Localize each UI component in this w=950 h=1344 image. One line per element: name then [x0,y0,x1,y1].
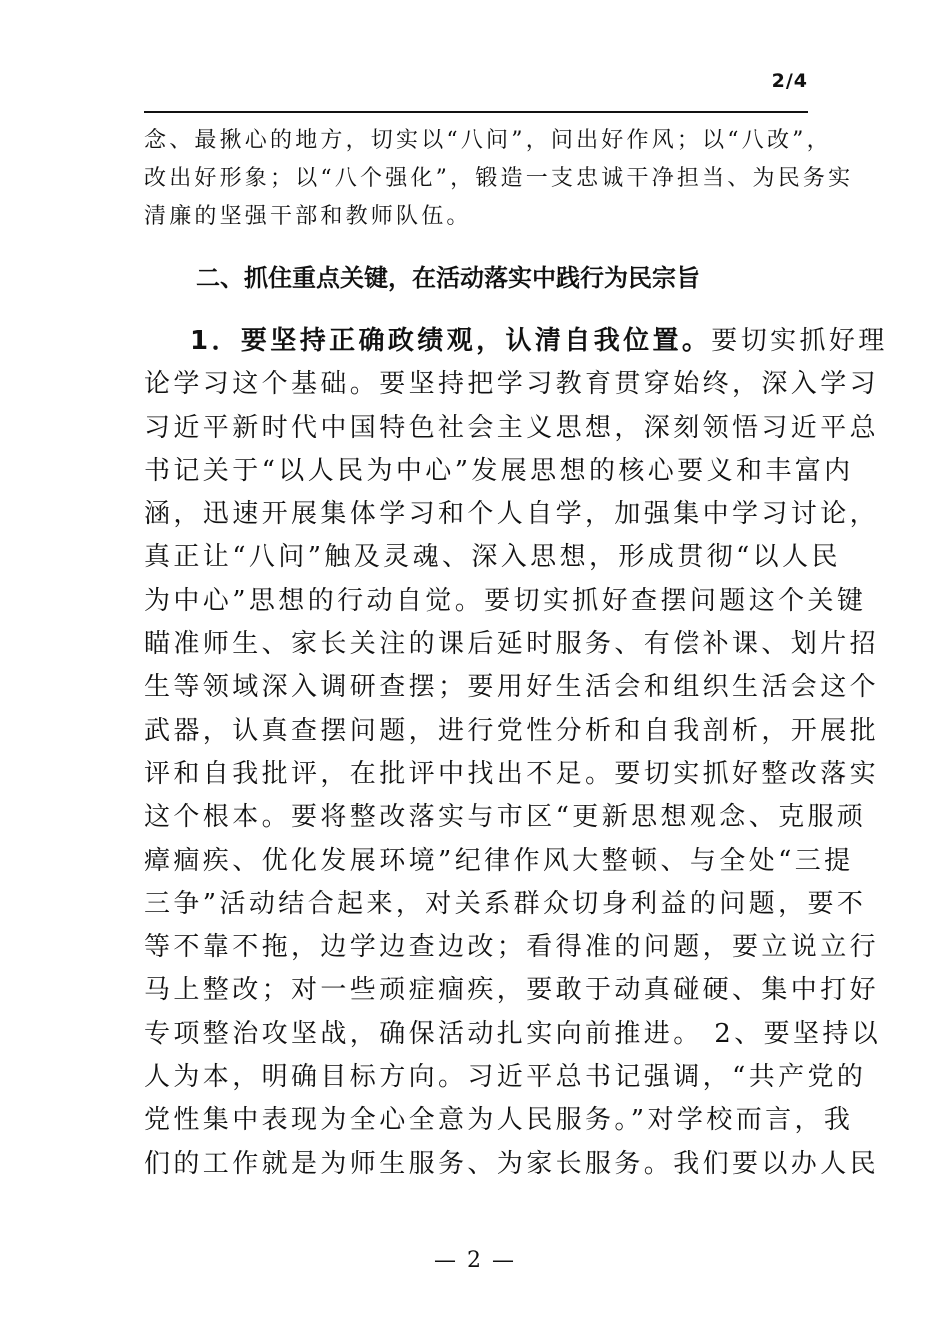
body-paragraph [144,320,888,1186]
section-heading: 二、抓住重点关键，在活动落实中践行为民宗旨 [196,264,700,292]
body-line: 们的工作就是为师生服务、为家长服务。我们要以办人民 [144,1148,880,1179]
body-line: 为中心”思想的行动自觉。要切实抓好查摆问题这个关键 [144,585,867,616]
body-line: 三争”活动结合起来，对关系群众切身利益的问题，要不 [144,888,867,919]
intro-paragraph [144,122,854,236]
intro-line: 念、最揪心的地方，切实以“八问”，问出好作风；以“八改”， [144,128,832,153]
body-line: 专项整治攻坚战，确保活动扎实向前推进。 2、要坚持以 [144,1018,882,1049]
body-line: 真正让“八问”触及灵魂、深入思想，形成贯彻“以人民 [144,542,841,573]
intro-line: 清廉的坚强干部和教师队伍。 [144,204,472,229]
body-line: 瞄准师生、家长关注的课后延时服务、有偿补课、划片招 [144,629,880,660]
intro-line: 改出好形象；以“八个强化”，锻造一支忠诚干净担当、为民务实 [144,166,854,191]
body-line: 书记关于“以人民为中心”发展思想的核心要义和丰富内 [144,455,854,486]
body-line: 论学习这个基础。要坚持把学习教育贯穿始终，深入学习 [144,369,880,400]
point-heading: 1．要坚持正确政绩观，认清自我位置。 [190,326,712,356]
body-line: 这个根本。要将整改落实与市区“更新思想观念、克服顽 [144,802,867,833]
body-line: 武器，认真查摆问题，进行党性分析和自我剖析，开展批 [144,715,880,746]
body-line: 马上整改；对一些顽症痼疾，要敢于动真碰硬、集中打好 [144,975,880,1006]
body-line: 评和自我批评，在批评中找出不足。要切实抓好整改落实 [144,758,880,789]
header-divider [144,111,808,113]
body-first-line [144,320,888,363]
body-line: 涵，迅速开展集体学习和个人自学，加强集中学习讨论， [144,499,880,530]
body-line: 等不靠不拖，边学边查边改；看得准的问题，要立说立行 [144,932,880,963]
page-number: — 2 — [434,1248,516,1273]
body-line: 党性集中表现为全心全意为人民服务。”对学校而言，我 [144,1105,854,1136]
body-line: 习近平新时代中国特色社会主义思想，深刻领悟习近平总 [144,412,880,443]
body-line: 人为本，明确目标方向。习近平总书记强调，“共产党的 [144,1062,867,1093]
body-line: 瘴痼疾、优化发展环境”纪律作风大整顿、与全处“三提 [144,845,854,876]
body-line-text: 要切实抓好理 [711,326,888,356]
page-counter: 2/4 [771,70,808,92]
body-line: 生等领域深入调研查摆；要用好生活会和组织生活会这个 [144,672,880,703]
